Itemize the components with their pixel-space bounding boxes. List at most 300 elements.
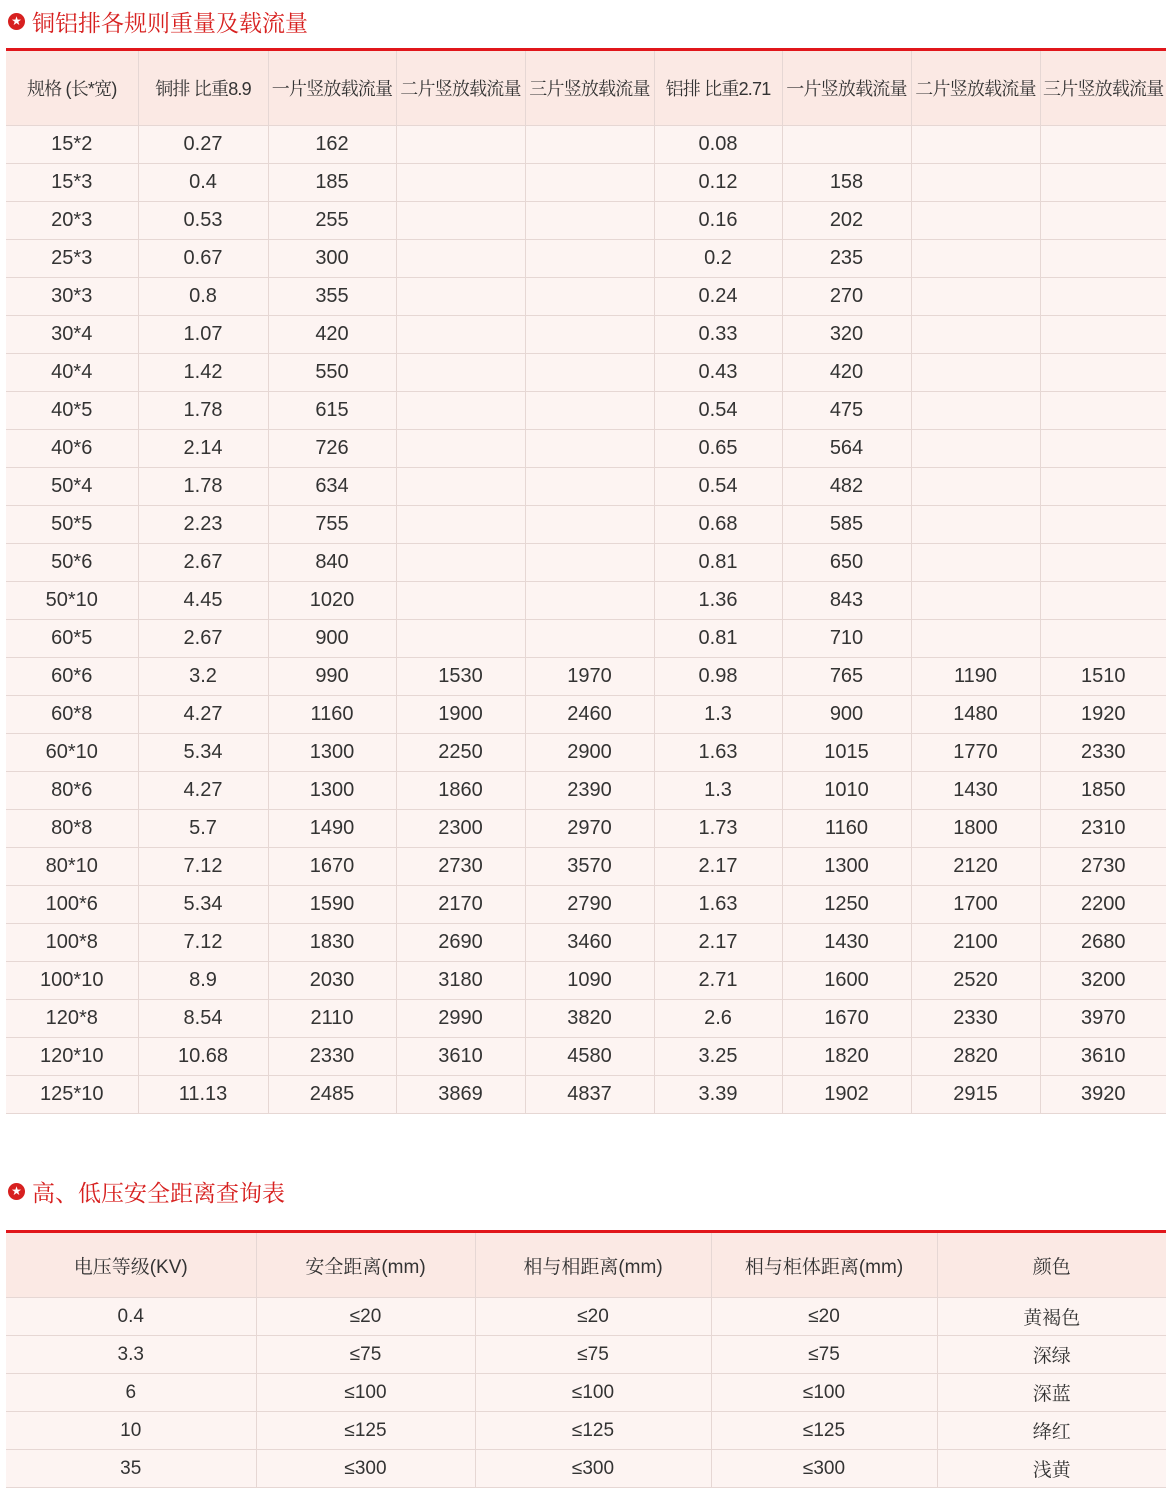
table-cell: 4837 (525, 1076, 654, 1114)
table-cell: 0.24 (654, 278, 782, 316)
table-cell (525, 392, 654, 430)
table-row (6, 696, 1166, 734)
table-cell: 25*3 (6, 240, 138, 278)
table-cell: 80*10 (6, 848, 138, 886)
table-cell (1040, 240, 1166, 278)
star-circle-icon: ★ (8, 13, 25, 30)
table-cell: 2300 (396, 810, 525, 848)
table-cell: 1850 (1040, 772, 1166, 810)
table-cell: 3180 (396, 962, 525, 1000)
table-cell: 7.12 (138, 848, 268, 886)
table-cell (396, 620, 525, 658)
table-cell: 8.54 (138, 1000, 268, 1038)
table-row (6, 886, 1166, 924)
table-row (6, 1412, 1166, 1450)
table-cell: 6 (6, 1374, 256, 1412)
table-cell (911, 582, 1040, 620)
table-cell: 30*4 (6, 316, 138, 354)
star-circle-icon: ★ (8, 1183, 25, 1200)
table-cell: 564 (782, 430, 911, 468)
table-cell: 2.17 (654, 848, 782, 886)
table-row (6, 1336, 1166, 1374)
table-cell (1040, 278, 1166, 316)
table-row (6, 658, 1166, 696)
table-cell (911, 316, 1040, 354)
table-cell: 30*3 (6, 278, 138, 316)
table-cell (911, 392, 1040, 430)
table-cell: 1670 (782, 1000, 911, 1038)
table-cell: ≤75 (711, 1336, 937, 1374)
table-cell: 1700 (911, 886, 1040, 924)
table-cell: 1490 (268, 810, 396, 848)
table-cell: ≤100 (475, 1374, 711, 1412)
table-cell: 3970 (1040, 1000, 1166, 1038)
table-row (6, 848, 1166, 886)
table-cell: 0.68 (654, 506, 782, 544)
table-cell: 0.16 (654, 202, 782, 240)
table-cell: 1190 (911, 658, 1040, 696)
table-cell: 深蓝 (937, 1374, 1166, 1412)
table-cell: ≤100 (711, 1374, 937, 1412)
table-cell (525, 582, 654, 620)
table-row (6, 1298, 1166, 1336)
table-cell (396, 582, 525, 620)
table-cell: 634 (268, 468, 396, 506)
table-cell: 1.42 (138, 354, 268, 392)
table-cell (525, 544, 654, 582)
table-cell (911, 468, 1040, 506)
table-row (6, 430, 1166, 468)
table-cell (525, 316, 654, 354)
table-cell (1040, 392, 1166, 430)
table-cell: 1860 (396, 772, 525, 810)
table-cell: 1430 (782, 924, 911, 962)
table-cell: 1600 (782, 962, 911, 1000)
table-cell (911, 544, 1040, 582)
table-cell (911, 430, 1040, 468)
table-cell: 650 (782, 544, 911, 582)
table-cell: 0.67 (138, 240, 268, 278)
table-cell: 0.33 (654, 316, 782, 354)
table-cell: 615 (268, 392, 396, 430)
table-row (6, 468, 1166, 506)
table-cell: 482 (782, 468, 911, 506)
table-cell: 40*4 (6, 354, 138, 392)
table-cell: 3200 (1040, 962, 1166, 1000)
table-cell: 3460 (525, 924, 654, 962)
table-cell: 120*10 (6, 1038, 138, 1076)
busbar-table (6, 51, 1166, 1114)
table-cell: 60*6 (6, 658, 138, 696)
table-cell: 1020 (268, 582, 396, 620)
table-cell: 0.2 (654, 240, 782, 278)
table-cell (525, 240, 654, 278)
table-cell: 4.27 (138, 696, 268, 734)
table-cell: ≤20 (475, 1298, 711, 1336)
table-cell: 2.17 (654, 924, 782, 962)
table-cell (396, 506, 525, 544)
table-cell: 0.53 (138, 202, 268, 240)
table-cell: 2485 (268, 1076, 396, 1114)
column-header: 相与柜体距离(mm) (711, 1233, 937, 1298)
table-cell (1040, 164, 1166, 202)
table-cell: 2.6 (654, 1000, 782, 1038)
table-row (6, 772, 1166, 810)
table-cell: 5.34 (138, 886, 268, 924)
table-cell: 2.71 (654, 962, 782, 1000)
table-cell (1040, 354, 1166, 392)
table-cell: 80*8 (6, 810, 138, 848)
table-row (6, 202, 1166, 240)
table-cell: 0.54 (654, 468, 782, 506)
table-cell: 2820 (911, 1038, 1040, 1076)
table-cell (911, 278, 1040, 316)
table-cell: 4.45 (138, 582, 268, 620)
table-cell: 黄褐色 (937, 1298, 1166, 1336)
table-cell: 158 (782, 164, 911, 202)
table-cell: ≤100 (256, 1374, 475, 1412)
table-cell: 235 (782, 240, 911, 278)
table-cell: 100*6 (6, 886, 138, 924)
table-cell (911, 506, 1040, 544)
table-cell: 3820 (525, 1000, 654, 1038)
table-row (6, 164, 1166, 202)
table-cell (525, 354, 654, 392)
table-row (6, 810, 1166, 848)
table-cell: 0.81 (654, 620, 782, 658)
table-cell (525, 126, 654, 164)
section-title-busbar (8, 4, 308, 38)
table-cell: 202 (782, 202, 911, 240)
table-cell (396, 240, 525, 278)
table-cell: 2.23 (138, 506, 268, 544)
table-cell: 0.27 (138, 126, 268, 164)
table-cell: 1902 (782, 1076, 911, 1114)
column-header: 相与相距离(mm) (475, 1233, 711, 1298)
table-cell (1040, 316, 1166, 354)
table-cell: 0.12 (654, 164, 782, 202)
table-cell: 320 (782, 316, 911, 354)
table-cell: 2790 (525, 886, 654, 924)
table-cell: 2030 (268, 962, 396, 1000)
table-cell: 1010 (782, 772, 911, 810)
table-cell: 5.34 (138, 734, 268, 772)
table-cell: 765 (782, 658, 911, 696)
table-cell: 10.68 (138, 1038, 268, 1076)
table-cell: 15*2 (6, 126, 138, 164)
table-row (6, 582, 1166, 620)
table-cell: 100*10 (6, 962, 138, 1000)
table-cell: 2250 (396, 734, 525, 772)
table-cell: 60*10 (6, 734, 138, 772)
table-cell: 420 (782, 354, 911, 392)
table-cell: 20*3 (6, 202, 138, 240)
table-cell (396, 354, 525, 392)
table-cell (911, 126, 1040, 164)
table-cell: 1.73 (654, 810, 782, 848)
table-cell (396, 126, 525, 164)
table-cell: ≤20 (256, 1298, 475, 1336)
table-cell: 2310 (1040, 810, 1166, 848)
table-cell (1040, 544, 1166, 582)
table-cell: 2390 (525, 772, 654, 810)
table-cell: 710 (782, 620, 911, 658)
table-cell (1040, 620, 1166, 658)
table-cell: 1300 (268, 734, 396, 772)
column-header: 一片竖放载流量 (782, 51, 911, 126)
table-row (6, 1450, 1166, 1488)
table-cell (396, 468, 525, 506)
table-cell: ≤125 (475, 1412, 711, 1450)
table-cell: 0.54 (654, 392, 782, 430)
table-cell: 深绿 (937, 1336, 1166, 1374)
table-cell: 1770 (911, 734, 1040, 772)
column-header: 二片竖放载流量 (911, 51, 1040, 126)
table-cell (911, 202, 1040, 240)
table-row (6, 1374, 1166, 1412)
table-cell: 900 (782, 696, 911, 734)
table-cell: 125*10 (6, 1076, 138, 1114)
table-cell: 1590 (268, 886, 396, 924)
table-cell (911, 620, 1040, 658)
table-cell (911, 164, 1040, 202)
table-cell: 1800 (911, 810, 1040, 848)
column-header: 电压等级(KV) (6, 1233, 256, 1298)
table-cell: 3.39 (654, 1076, 782, 1114)
table-cell (1040, 126, 1166, 164)
table-cell: 0.4 (138, 164, 268, 202)
table-cell: 1.36 (654, 582, 782, 620)
table-cell: 4580 (525, 1038, 654, 1076)
table-cell: 2.67 (138, 544, 268, 582)
table-cell: 2990 (396, 1000, 525, 1038)
table-row (6, 316, 1166, 354)
table-cell: ≤300 (256, 1450, 475, 1488)
table-cell: 1830 (268, 924, 396, 962)
table-cell: 2330 (911, 1000, 1040, 1038)
column-header: 铜排 比重8.9 (138, 51, 268, 126)
table-cell: 7.12 (138, 924, 268, 962)
table-row (6, 126, 1166, 164)
column-header: 三片竖放载流量 (525, 51, 654, 126)
table-cell: ≤125 (711, 1412, 937, 1450)
table-cell: 4.27 (138, 772, 268, 810)
table-cell: 255 (268, 202, 396, 240)
table-cell (396, 316, 525, 354)
table-cell: 3.25 (654, 1038, 782, 1076)
table-cell (1040, 506, 1166, 544)
table-cell: 3610 (396, 1038, 525, 1076)
table-cell: 1530 (396, 658, 525, 696)
table-cell: 355 (268, 278, 396, 316)
section-title-text: 高、低压安全距离查询表 (32, 1179, 285, 1206)
table-cell: 2520 (911, 962, 1040, 1000)
table-row (6, 278, 1166, 316)
table-cell: 2460 (525, 696, 654, 734)
table-cell: 0.8 (138, 278, 268, 316)
table-cell: 2730 (396, 848, 525, 886)
table-row (6, 734, 1166, 772)
column-header: 颜色 (937, 1233, 1166, 1298)
table-cell: 900 (268, 620, 396, 658)
table-cell: 0.4 (6, 1298, 256, 1336)
table-cell (525, 468, 654, 506)
table-cell: 1160 (268, 696, 396, 734)
table-cell: 1480 (911, 696, 1040, 734)
table-cell: 2.14 (138, 430, 268, 468)
table-cell: 100*8 (6, 924, 138, 962)
table-header-row (6, 51, 1166, 126)
table-cell: 1920 (1040, 696, 1166, 734)
table-cell: 726 (268, 430, 396, 468)
table-cell: 3.2 (138, 658, 268, 696)
section-title-safety-distance (8, 1174, 285, 1208)
table-cell: 1820 (782, 1038, 911, 1076)
table-cell: 585 (782, 506, 911, 544)
table-cell: 5.7 (138, 810, 268, 848)
column-header: 规格 (长*宽) (6, 51, 138, 126)
table-cell (396, 164, 525, 202)
table-cell: 1300 (782, 848, 911, 886)
table-cell: 1510 (1040, 658, 1166, 696)
table-cell: 2915 (911, 1076, 1040, 1114)
table-cell (911, 240, 1040, 278)
table-cell: 1300 (268, 772, 396, 810)
table-cell (911, 354, 1040, 392)
table-cell: ≤300 (711, 1450, 937, 1488)
column-header: 安全距离(mm) (256, 1233, 475, 1298)
table-row (6, 962, 1166, 1000)
table-cell: 绛红 (937, 1412, 1166, 1450)
table-cell (396, 392, 525, 430)
table-cell (396, 202, 525, 240)
table-row (6, 1076, 1166, 1114)
table-cell: 990 (268, 658, 396, 696)
table-cell: 1970 (525, 658, 654, 696)
table-cell: 40*6 (6, 430, 138, 468)
table-cell: 1670 (268, 848, 396, 886)
table-row (6, 240, 1166, 278)
table-row (6, 1000, 1166, 1038)
table-cell: ≤300 (475, 1450, 711, 1488)
table-cell: 755 (268, 506, 396, 544)
table-cell: 0.08 (654, 126, 782, 164)
table-cell (525, 278, 654, 316)
table-cell: 0.98 (654, 658, 782, 696)
column-header: 铝排 比重2.71 (654, 51, 782, 126)
column-header: 三片竖放载流量 (1040, 51, 1166, 126)
table-cell: 3610 (1040, 1038, 1166, 1076)
table-cell: 80*6 (6, 772, 138, 810)
table-cell: 50*5 (6, 506, 138, 544)
table-row (6, 544, 1166, 582)
table-cell: 2330 (1040, 734, 1166, 772)
table-cell: 50*6 (6, 544, 138, 582)
table-cell: 1430 (911, 772, 1040, 810)
table-cell: 420 (268, 316, 396, 354)
table-cell: 120*8 (6, 1000, 138, 1038)
table-header-row (6, 1233, 1166, 1298)
table-cell: 270 (782, 278, 911, 316)
table-row (6, 1038, 1166, 1076)
table-cell (525, 430, 654, 468)
table-cell: 300 (268, 240, 396, 278)
table-row (6, 620, 1166, 658)
table-row (6, 392, 1166, 430)
table-cell: 2900 (525, 734, 654, 772)
table-cell: 2200 (1040, 886, 1166, 924)
table-cell: 2100 (911, 924, 1040, 962)
table-cell: 1.07 (138, 316, 268, 354)
column-header: 一片竖放载流量 (268, 51, 396, 126)
safety-distance-table (6, 1233, 1166, 1488)
table-cell: 840 (268, 544, 396, 582)
table-cell: 11.13 (138, 1076, 268, 1114)
table-cell: 162 (268, 126, 396, 164)
table-cell: 3869 (396, 1076, 525, 1114)
table-cell: ≤125 (256, 1412, 475, 1450)
table-cell (525, 506, 654, 544)
table-cell: 3570 (525, 848, 654, 886)
table-cell: 1.78 (138, 468, 268, 506)
table-cell: 10 (6, 1412, 256, 1450)
table-cell: ≤75 (256, 1336, 475, 1374)
table-cell: 2110 (268, 1000, 396, 1038)
table-cell: 1090 (525, 962, 654, 1000)
table-cell: 50*4 (6, 468, 138, 506)
table-cell: 1.3 (654, 696, 782, 734)
table-cell: 1015 (782, 734, 911, 772)
table-cell: 2690 (396, 924, 525, 962)
table-cell: 2330 (268, 1038, 396, 1076)
table-cell: 475 (782, 392, 911, 430)
table-cell: 1160 (782, 810, 911, 848)
table-cell (1040, 582, 1166, 620)
table-cell: 2680 (1040, 924, 1166, 962)
table-cell: 1250 (782, 886, 911, 924)
table-cell: 40*5 (6, 392, 138, 430)
table-cell: 50*10 (6, 582, 138, 620)
table-row (6, 924, 1166, 962)
table-cell: 8.9 (138, 962, 268, 1000)
table-cell: 843 (782, 582, 911, 620)
table-row (6, 506, 1166, 544)
table-cell (525, 202, 654, 240)
table-cell (782, 126, 911, 164)
table-cell: 1.3 (654, 772, 782, 810)
column-header: 二片竖放载流量 (396, 51, 525, 126)
table-cell (396, 544, 525, 582)
table-cell: 1900 (396, 696, 525, 734)
table-cell: 550 (268, 354, 396, 392)
section-title-text: 铜铝排各规则重量及载流量 (32, 9, 308, 36)
table-cell: 0.81 (654, 544, 782, 582)
table-cell: 3920 (1040, 1076, 1166, 1114)
table-row (6, 354, 1166, 392)
table-cell (396, 278, 525, 316)
table-cell: ≤20 (711, 1298, 937, 1336)
table-cell: 2.67 (138, 620, 268, 658)
table-cell (1040, 202, 1166, 240)
table-cell (1040, 468, 1166, 506)
table-cell: 3.3 (6, 1336, 256, 1374)
table-cell: 1.63 (654, 886, 782, 924)
table-cell: 1.78 (138, 392, 268, 430)
table-cell: 0.43 (654, 354, 782, 392)
table-cell (1040, 430, 1166, 468)
table-cell: 2730 (1040, 848, 1166, 886)
table-cell: 2970 (525, 810, 654, 848)
